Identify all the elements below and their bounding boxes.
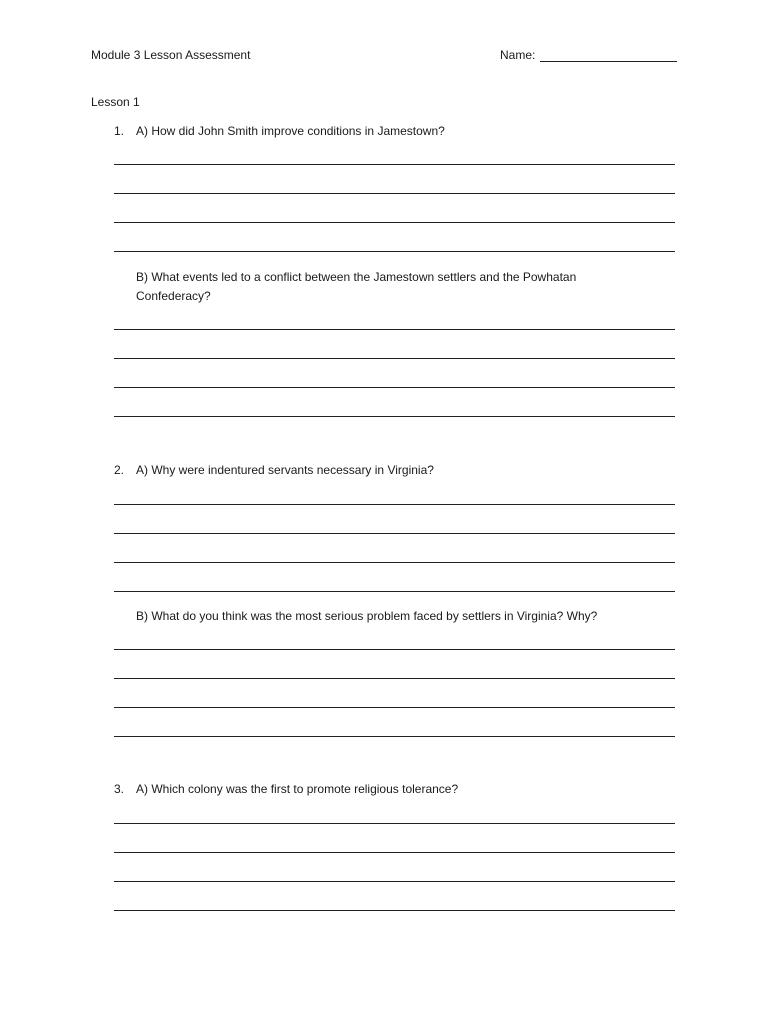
question-part-a: A) Why were indentured servants necessary in Virginia? <box>136 463 434 477</box>
worksheet-title: Module 3 Lesson Assessment <box>91 48 251 62</box>
question-number: 1. <box>114 124 125 138</box>
question-part-a: A) Which colony was the first to promote religious tolerance? <box>136 782 459 796</box>
answer-line[interactable] <box>114 823 675 824</box>
answer-line[interactable] <box>114 591 675 592</box>
lesson-heading: Lesson 1 <box>91 95 140 109</box>
name-label: Name: <box>500 48 536 62</box>
answer-line[interactable] <box>114 251 675 252</box>
answer-line[interactable] <box>114 881 675 882</box>
question-number: 2. <box>114 463 125 477</box>
answer-line[interactable] <box>114 329 675 330</box>
answer-line[interactable] <box>114 910 675 911</box>
question-part-b: B) What do you think was the most serious problem faced by settlers in Virginia? Why? <box>136 609 598 623</box>
answer-line[interactable] <box>114 164 675 165</box>
answer-line[interactable] <box>114 852 675 853</box>
name-answer-line[interactable] <box>540 61 677 62</box>
answer-line[interactable] <box>114 707 675 708</box>
answer-line[interactable] <box>114 387 675 388</box>
answer-line[interactable] <box>114 562 675 563</box>
answer-line[interactable] <box>114 358 675 359</box>
answer-line[interactable] <box>114 193 675 194</box>
answer-line[interactable] <box>114 533 675 534</box>
answer-line[interactable] <box>114 649 675 650</box>
answer-line[interactable] <box>114 678 675 679</box>
question-number: 3. <box>114 782 125 796</box>
answer-line[interactable] <box>114 504 675 505</box>
question-part-b: B) What events led to a conflict between the Jamestown settlers and the Powhatan Confederacy? <box>136 270 577 303</box>
answer-line[interactable] <box>114 736 675 737</box>
question-part-a: A) How did John Smith improve conditions in Jamestown? <box>136 124 445 138</box>
answer-line[interactable] <box>114 222 675 223</box>
answer-line[interactable] <box>114 416 675 417</box>
